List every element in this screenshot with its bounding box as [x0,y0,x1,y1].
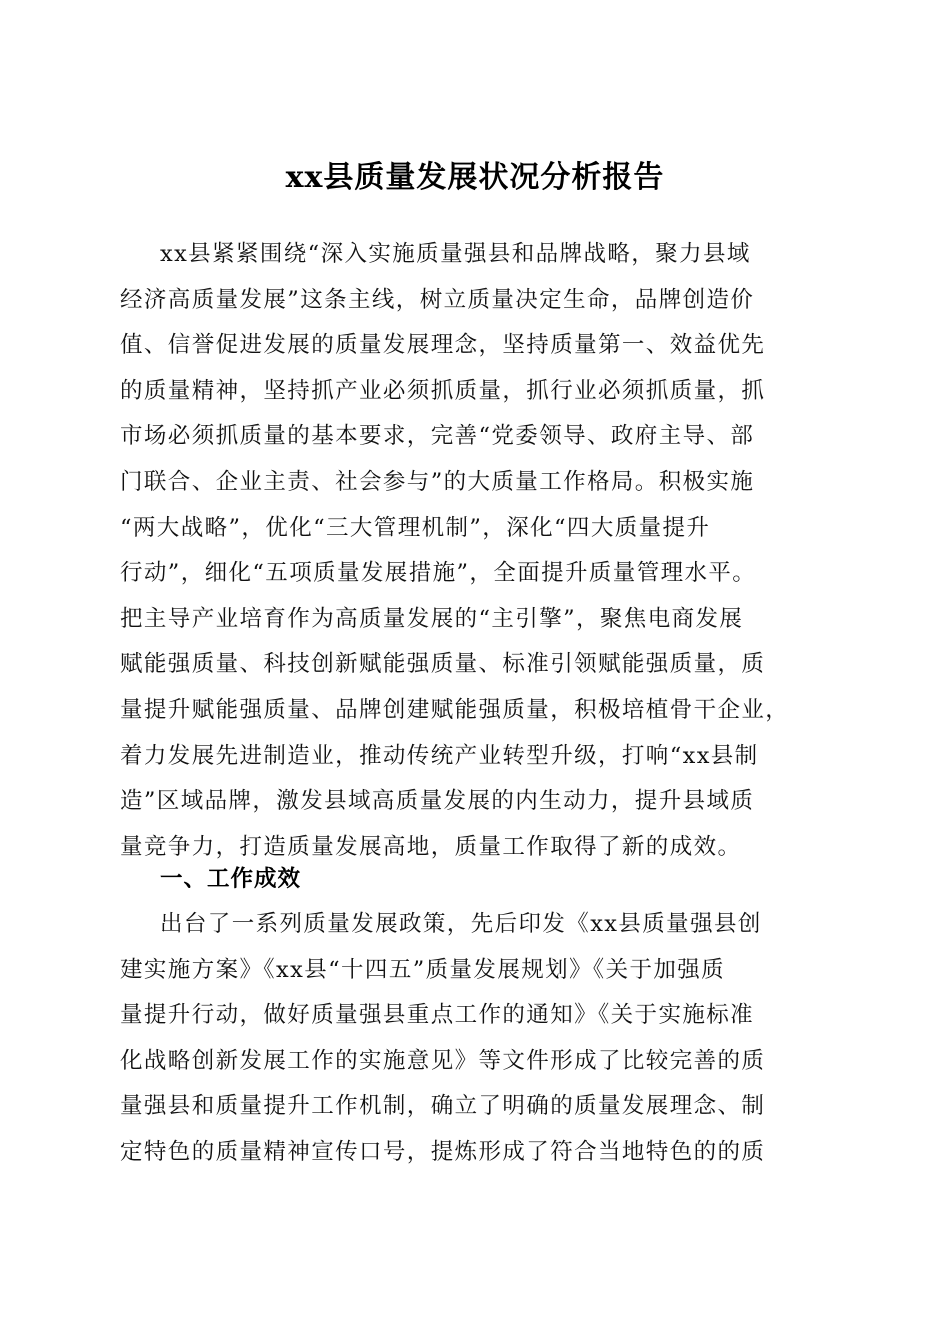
paragraph-line: “两大战略”，优化“三大管理机制”，深化“四大质量提升 [120,514,711,541]
paragraph-policies [120,902,832,1176]
paragraph-line: 出台了一系列质量发展政策，先后印发《xx县质量强县创 [160,911,762,937]
section-heading-work-results: 一、工作成效 [160,866,302,892]
paragraph-intro [120,232,832,870]
paragraph-line: 经济高质量发展”这条主线，树立质量决定生命，品牌创造价 [120,286,755,313]
paragraph-line: 把主导产业培育作为高质量发展的“主引擎”，聚焦电商发展 [120,605,744,632]
paragraph-line: 赋能强质量、科技创新赋能强质量、标准引领赋能强质量，质 [120,651,766,678]
paragraph-line: 量提升行动，做好质量强县重点工作的通知》《关于实施标准 [120,1002,755,1029]
paragraph-line: 造”区域品牌，激发县域高质量发展的内生动力，提升县域质 [120,788,755,815]
document-title: xx县质量发展状况分析报告 [285,160,665,196]
paragraph-line: xx县紧紧围绕“深入实施质量强县和品牌战略，聚力县域 [160,241,751,267]
paragraph-line: 定特色的质量精神宣传口号，提炼形成了符合当地特色的的质 [120,1138,766,1165]
paragraph-line: 的质量精神，坚持抓产业必须抓质量，抓行业必须抓质量，抓 [120,377,766,404]
paragraph-line: 化战略创新发展工作的实施意见》等文件形成了比较完善的质 [120,1047,766,1074]
paragraph-line: 量竞争力，打造质量发展高地，质量工作取得了新的成效。 [120,833,742,860]
paragraph-line: 值、信誉促进发展的质量发展理念，坚持质量第一、效益优先 [120,332,766,359]
paragraph-line: 着力发展先进制造业，推动传统产业转型升级，打响“xx县制 [120,742,759,769]
paragraph-line: 行动”，细化“五项质量发展措施”，全面提升质量管理水平。 [120,560,757,587]
paragraph-line: 建实施方案》《xx县“十四五”质量发展规划》《关于加强质 [120,956,726,983]
paragraph-line: 量强县和质量提升工作机制，确立了明确的质量发展理念、制 [120,1093,766,1120]
paragraph-line: 市场必须抓质量的基本要求，完善“党委领导、政府主导、部 [120,423,755,450]
paragraph-line: 门联合、企业主责、社会参与”的大质量工作格局。积极实施 [120,468,755,495]
paragraph-line: 量提升赋能强质量、品牌创建赋能强质量，积极培植骨干企业， [120,696,790,723]
